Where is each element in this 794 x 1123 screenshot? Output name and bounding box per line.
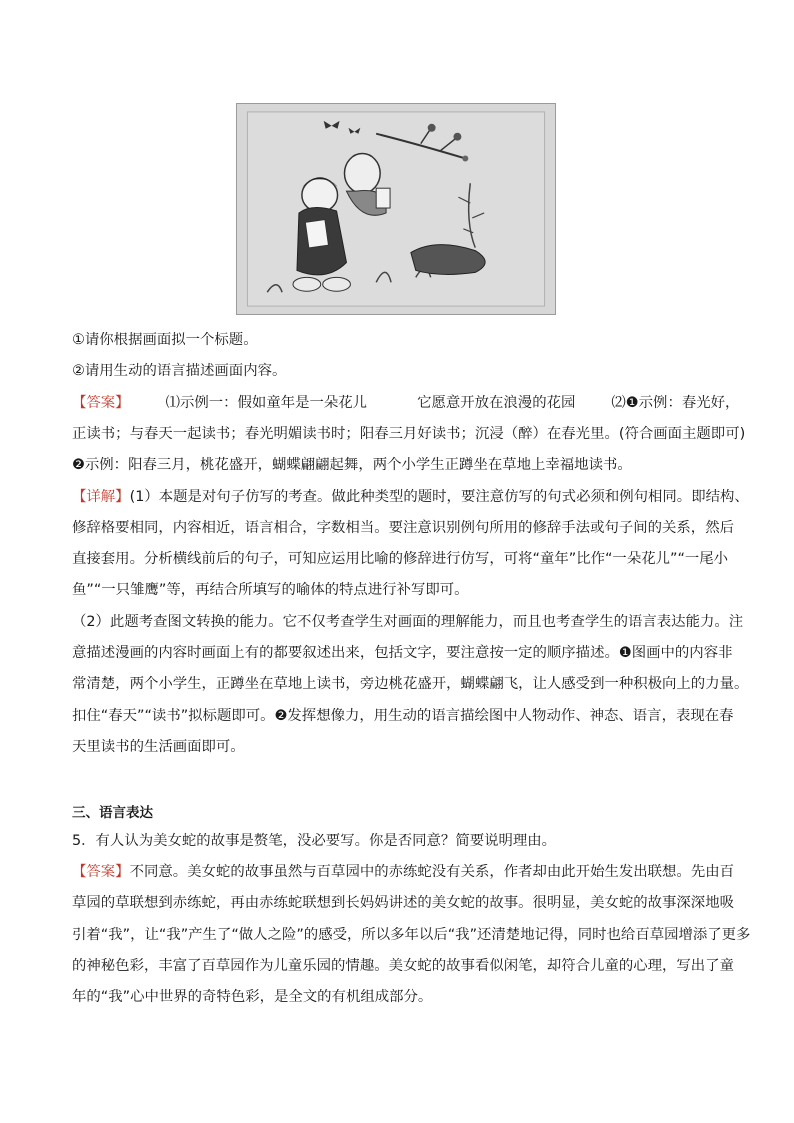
answer-line-3: ❷示例：阳春三月，桃花盛开，蝴蝶翩翩起舞，两个小学生正蹲坐在草地上幸福地读书。	[72, 457, 632, 473]
answer-line-1	[72, 388, 740, 418]
q5-answer-tag: 【答案】	[72, 864, 130, 880]
answer-part-2: 它愿意开放在浪漫的花园	[417, 395, 576, 411]
detail-line-5: （2）此题考查图文转换的能力。它不仅考查学生对画面的理解能力，而且也考查学生的语言表达能力。注	[72, 614, 744, 630]
answer-line-2: 正读书；与春天一起读书；春光明媚读书时；阳春三月好读书；沉浸（醉）在春光里。(符合画面主题即可)	[72, 426, 746, 442]
detail-tag: 【详解】	[72, 489, 130, 505]
question-2: ②请用生动的语言描述画面内容。	[72, 363, 287, 379]
answer-part-3: ⑵❶示例：春光好，	[611, 395, 740, 411]
detail-line-6: 意描述漫画的内容时画面上有的都要叙述出来，包括文字，要注意按一定的顺序描述。❶图画中的内容非	[72, 645, 733, 661]
illustration-children-reading	[236, 103, 556, 315]
detail-line-7: 常清楚，两个小学生，正蹲坐在草地上读书，旁边桃花盛开，蝴蝶翩飞，让人感受到一种积极向上的力量。	[72, 676, 749, 692]
answer-part-1: ⑴示例一：假如童年是一朵花儿	[165, 395, 368, 411]
ink-drawing	[237, 104, 555, 314]
detail-line-9: 天里读书的生活画面即可。	[72, 739, 245, 755]
section-heading: 三、语言表达	[72, 805, 153, 821]
q5-answer-line-2: 草园的草联想到赤练蛇，再由赤练蛇联想到长妈妈讲述的美女蛇的故事。很明显，美女蛇的故事深深地吸	[72, 895, 734, 911]
detail-line-4: 鱼”“一只雏鹰”等，再结合所填写的喻体的特点进行补写即可。	[72, 582, 469, 598]
answer-tag: 【答案】	[72, 395, 130, 411]
q5-answer-line-3: 引着“我”，让“我”产生了“做人之险”的感受，所以多年以后“我”还清楚地记得，同时也给百草园增添了更多	[72, 927, 751, 943]
question-5: 5．有人认为美女蛇的故事是赘笔，没必要写。你是否同意？简要说明理由。	[72, 833, 557, 849]
question-1: ①请你根据画面拟一个标题。	[72, 332, 258, 348]
q5-answer-line-5: 年的“我”心中世界的奇特色彩，是全文的有机组成部分。	[72, 989, 433, 1005]
q5-answer-line-1: 【答案】不同意。美女蛇的故事虽然与百草园中的赤练蛇没有关系，作者却由此开始生发出联想。先由百	[72, 864, 734, 880]
detail-line-1: 【详解】(1）本题是对句子仿写的考查。做此种类型的题时，要注意仿写的句式必须和例句相同。即结构、	[72, 489, 749, 505]
detail-line-3: 直接套用。分析横线前后的句子，可知应运用比喻的修辞进行仿写，可将“童年”比作“一朵花儿”“一尾小	[72, 551, 729, 567]
detail-line-8: 扣住“春天”“读书”拟标题即可。❷发挥想像力，用生动的语言描绘图中人物动作、神态、语言，表现在春	[72, 708, 734, 724]
detail-line-2: 修辞格要相同，内容相近，语言相合，字数相当。要注意识别例句所用的修辞手法或句子间的关系，然后	[72, 520, 734, 536]
q5-answer-line-4: 的神秘色彩，丰富了百草园作为儿童乐园的情趣。美女蛇的故事看似闲笔，却符合儿童的心理，写出了童	[72, 958, 734, 974]
